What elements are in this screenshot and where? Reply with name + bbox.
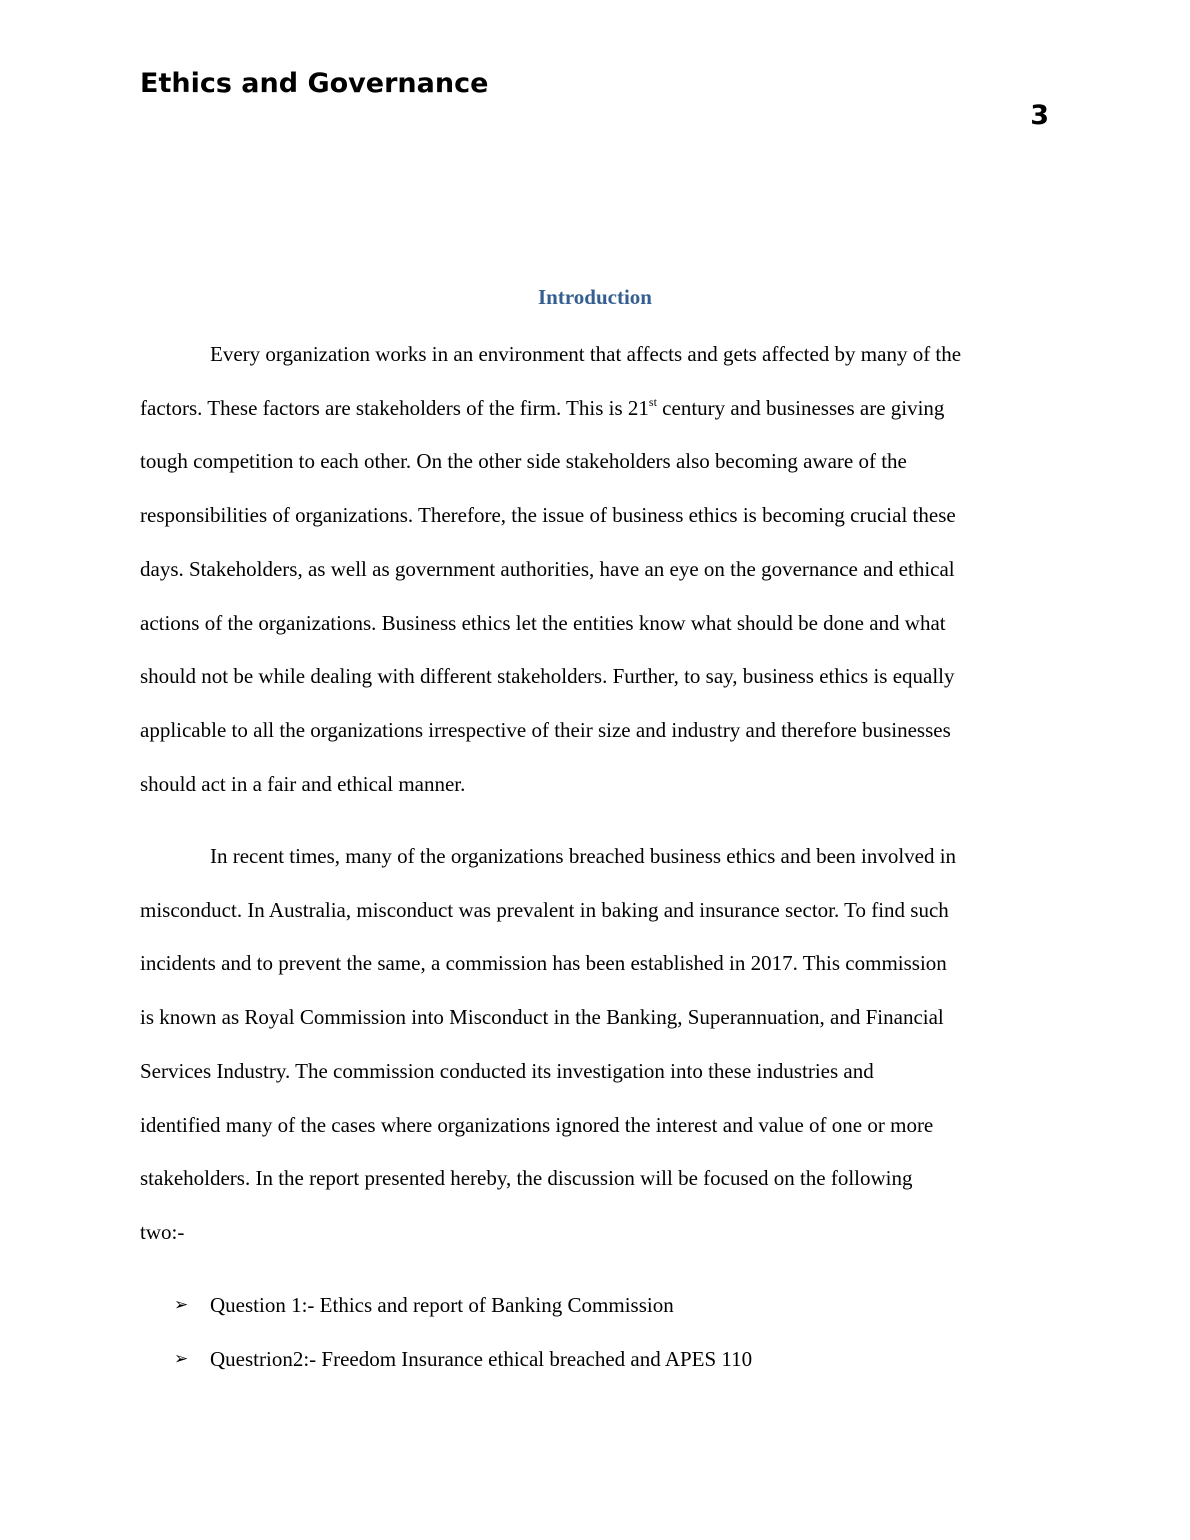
paragraph-line: is known as Royal Commission into Misconduct in the Banking, Superannuation, and Financial bbox=[140, 1005, 944, 1030]
list-item-text: Questrion2:- Freedom Insurance ethical breached and APES 110 bbox=[210, 1346, 753, 1371]
intro-paragraph-2 bbox=[140, 830, 1052, 1260]
paragraph-line: should act in a fair and ethical manner. bbox=[140, 771, 466, 796]
paragraph-line: In recent times, many of the organizations breached business ethics and been involved in bbox=[210, 844, 957, 868]
line-text: century and businesses are giving bbox=[656, 395, 945, 420]
question-list bbox=[140, 1279, 752, 1386]
list-item bbox=[140, 1333, 752, 1387]
intro-paragraph-1 bbox=[140, 328, 1052, 811]
page-number: 3 bbox=[1030, 100, 1049, 131]
paragraph-line: stakeholders. In the report presented hereby, the discussion will be focused on the following bbox=[140, 1166, 913, 1191]
section-heading: Introduction bbox=[538, 285, 652, 309]
paragraph-line: responsibilities of organizations. Therefore, the issue of business ethics is becoming crucial these bbox=[140, 503, 956, 528]
paragraph-line: identified many of the cases where organizations ignored the interest and value of one or more bbox=[140, 1112, 934, 1137]
paragraph-line: misconduct. In Australia, misconduct was prevalent in baking and insurance sector. To find such bbox=[140, 897, 949, 922]
paragraph-line: incidents and to prevent the same, a commission has been established in 2017. This commission bbox=[140, 951, 947, 976]
arrow-bullet-icon: ➢ bbox=[174, 1295, 189, 1315]
paragraph-line: Every organization works in an environment that affects and gets affected by many of the bbox=[210, 342, 962, 366]
paragraph-line: actions of the organizations. Business ethics let the entities know what should be done and what bbox=[140, 610, 946, 635]
list-item-text: Question 1:- Ethics and report of Banking Commission bbox=[210, 1293, 674, 1317]
ordinal-superscript: st bbox=[648, 394, 657, 409]
paragraph-line: applicable to all the organizations irrespective of their size and industry and therefore businesses bbox=[140, 717, 951, 742]
paragraph-line: should not be while dealing with different stakeholders. Further, to say, business ethics is equally bbox=[140, 664, 955, 689]
paragraph-line: two:- bbox=[140, 1219, 185, 1244]
list-item bbox=[140, 1279, 752, 1333]
running-head: Ethics and Governance bbox=[140, 68, 489, 99]
arrow-bullet-icon: ➢ bbox=[174, 1348, 189, 1369]
paragraph-line: Services Industry. The commission conducted its investigation into these industries and bbox=[140, 1058, 874, 1083]
paragraph-line: days. Stakeholders, as well as government authorities, have an eye on the governance and ethical bbox=[140, 556, 955, 581]
paragraph-line bbox=[140, 382, 1052, 436]
paragraph-line: tough competition to each other. On the other side stakeholders also becoming aware of the bbox=[140, 449, 907, 474]
line-text: factors. These factors are stakeholders of the firm. This is 21 bbox=[140, 395, 649, 420]
